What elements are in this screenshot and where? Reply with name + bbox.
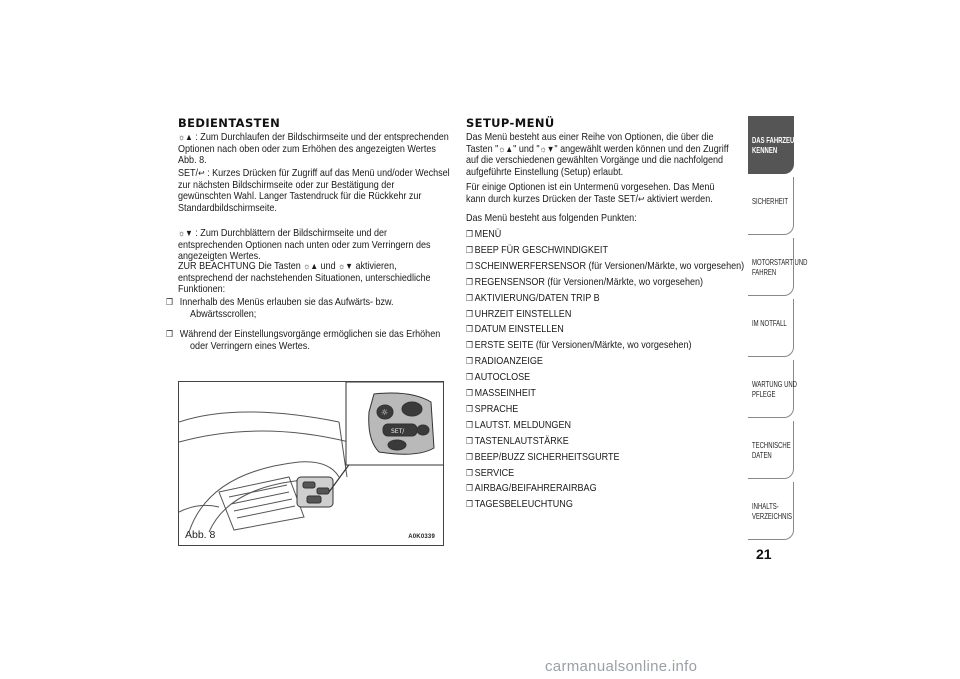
figure-abb-8	[178, 381, 444, 546]
checkbox-icon: ❒	[466, 276, 473, 287]
list-item: ❒ AUTOCLOSE	[466, 371, 531, 384]
up-arrow-icon: ▲	[505, 143, 514, 154]
sidebar-tab-label: DAS FAHRZEUG KENNEN	[752, 135, 799, 155]
list-item: ❒ UHRZEIT EINSTELLEN	[466, 307, 572, 320]
list-item: ❒ SCHEINWERFERSENSOR (für Versionen/Märkte, wo vorgesehen)	[466, 259, 745, 272]
checkbox-icon: ❒	[466, 308, 473, 319]
sidebar-tab-1[interactable]	[748, 116, 799, 174]
checkbox-icon: ❒	[466, 356, 473, 367]
sidebar-tab-6[interactable]	[748, 421, 794, 479]
list-item: ❒ DATUM EINSTELLEN	[466, 323, 564, 336]
sidebar-tab-4[interactable]	[748, 299, 794, 357]
sidebar-tab-label: WARTUNG UND PFLEGE	[752, 379, 797, 399]
figure-caption: Abb. 8	[185, 529, 216, 541]
light-icon: ☼	[498, 143, 506, 154]
set-button-description: SET/↩ : Kurzes Drücken für Zugriff auf das Menü und/oder Wechsel zur nächsten Bildschirmseite oder zur Bestätigung der gewünschten Wahl. Langer Tastendruck für die Rückkehr zur Standardbildschirmseite.	[178, 167, 450, 214]
steering-controls-illustration	[179, 382, 444, 546]
checkbox-icon: ❒	[466, 435, 473, 446]
list-item: ❒ Innerhalb des Menüs erlauben sie das Aufwärts- bzw. Abwärtsscrollen;	[165, 296, 394, 320]
list-item: ❒ AIRBAG/BEIFAHRERAIRBAG	[466, 482, 597, 495]
list-item: ❒ ERSTE SEITE (für Versionen/Märkte, wo vorgesehen)	[466, 339, 692, 352]
checkbox-icon: ❒	[466, 499, 473, 510]
sidebar-tab-label: MOTORSTART UND FAHREN	[752, 257, 808, 277]
down-button-description: ☼▼ : Zum Durchblättern der Bildschirmseite und der entsprechenden Optionen nach unten oder zum Verringern des angezeigten Wertes.	[178, 227, 431, 262]
list-item: ❒ RADIOANZEIGE	[466, 355, 543, 368]
checkbox-icon: ❒	[466, 388, 473, 398]
down-arrow-icon: ▼	[546, 143, 555, 154]
list-item: ❒ MASSEINHEIT	[466, 387, 536, 399]
return-arrow-icon: ↩	[637, 193, 645, 204]
list-item: ❒ BEEP FÜR GESCHWINDIGKEIT	[466, 243, 608, 256]
light-icon: ☼	[381, 408, 389, 417]
light-icon: ☼	[178, 132, 186, 142]
section-heading-setup-menu: SETUP-MENÜ	[466, 116, 555, 130]
return-arrow-icon: ↩	[198, 168, 205, 178]
list-item: ❒ LAUTST. MELDUNGEN	[466, 418, 572, 431]
checkbox-icon: ❒	[466, 451, 473, 462]
set-button-label: SET/	[391, 428, 405, 435]
checkbox-icon: ❒	[466, 403, 473, 414]
light-icon: ☼	[338, 261, 346, 271]
down-arrow-icon: ▼	[345, 261, 353, 271]
note-paragraph: ZUR BEACHTUNG Die Tasten ☼▲ und ☼▼ aktivieren, entsprechend der nachstehenden Situationen, unterschiedliche Funktionen:	[178, 260, 431, 295]
list-item: ❒ SPRACHE	[466, 402, 519, 415]
sidebar-tab-2[interactable]	[748, 177, 794, 235]
light-icon: ☼	[303, 261, 311, 271]
down-arrow-icon: ▼	[185, 228, 193, 238]
list-item: ❒ TASTENLAUTSTÄRKE	[466, 434, 569, 447]
list-item: ❒ Während der Einstellungsvorgänge ermöglichen sie das Erhöhen oder Verringern eines Wertes.	[165, 328, 441, 352]
figure-code: A0K0339	[408, 534, 435, 540]
checkbox-icon: ❒	[466, 483, 473, 494]
light-icon: ☼	[539, 143, 547, 154]
sidebar-tab-5[interactable]	[748, 360, 797, 418]
list-item: ❒ SERVICE	[466, 466, 515, 479]
list-item: ❒ REGENSENSOR (für Versionen/Märkte, wo vorgesehen)	[466, 275, 704, 288]
sidebar-tab-7[interactable]	[748, 482, 794, 540]
checkbox-icon: ❒	[466, 467, 473, 478]
checkbox-icon: ❒	[466, 324, 473, 335]
list-item: ❒ MENÜ	[466, 228, 502, 240]
checkbox-icon: ❒	[466, 419, 473, 430]
up-button-description: ☼▲ : Zum Durchlaufen der Bildschirmseite und der entsprechenden Optionen nach oben oder zum Erhöhen des angezeigten Wertes Abb. 8.	[178, 131, 449, 166]
checkbox-icon: ❒	[466, 292, 473, 303]
list-item: ❒ BEEP/BUZZ SICHERHEITSGURTE	[466, 450, 620, 463]
menu-items-intro: Das Menü besteht aus folgenden Punkten:	[466, 212, 637, 224]
submenu-paragraph: Für einige Optionen ist ein Untermenü vorgesehen. Das Menü kann durch kurzes Drücken der Taste SET/↩ aktiviert werden.	[466, 181, 715, 205]
up-arrow-icon: ▲	[185, 132, 193, 142]
checkbox-icon: ❒	[466, 372, 473, 383]
checkbox-icon: ❒	[466, 229, 473, 239]
sidebar-tab-label: SICHERHEIT	[752, 196, 789, 206]
sidebar-tab-3[interactable]	[748, 238, 808, 296]
sidebar-tab-label: TECHNISCHE DATEN	[752, 440, 791, 460]
checkbox-icon: ❒	[466, 260, 473, 271]
up-arrow-icon: ▲	[310, 261, 319, 271]
sidebar-tab-label: IM NOTFALL	[752, 318, 787, 328]
list-item: ❒ TAGESBELEUCHTUNG	[466, 498, 573, 511]
light-icon: ☼	[178, 228, 186, 238]
setup-intro-paragraph: Das Menü besteht aus einer Reihe von Optionen, die über die Tasten "☼▲" und "☼▼" angewählt werden können und den Zugriff auf die verschiedenen gewählten Vorgänge und die nachfolgend aufgeführte Einstellung (Setup) erlaubt.	[466, 131, 729, 178]
checkbox-icon: ❒	[466, 340, 473, 351]
list-item: ❒ AKTIVIERUNG/DATEN TRIP B	[466, 291, 600, 304]
sidebar-tab-label: INHALTS-VERZEICHNIS	[752, 501, 793, 521]
page-number: 21	[756, 546, 772, 562]
checkbox-icon: ❒	[466, 244, 473, 255]
section-heading-bedientasten: BEDIENTASTEN	[178, 116, 281, 130]
watermark: carmanualsonline.info	[545, 658, 698, 675]
